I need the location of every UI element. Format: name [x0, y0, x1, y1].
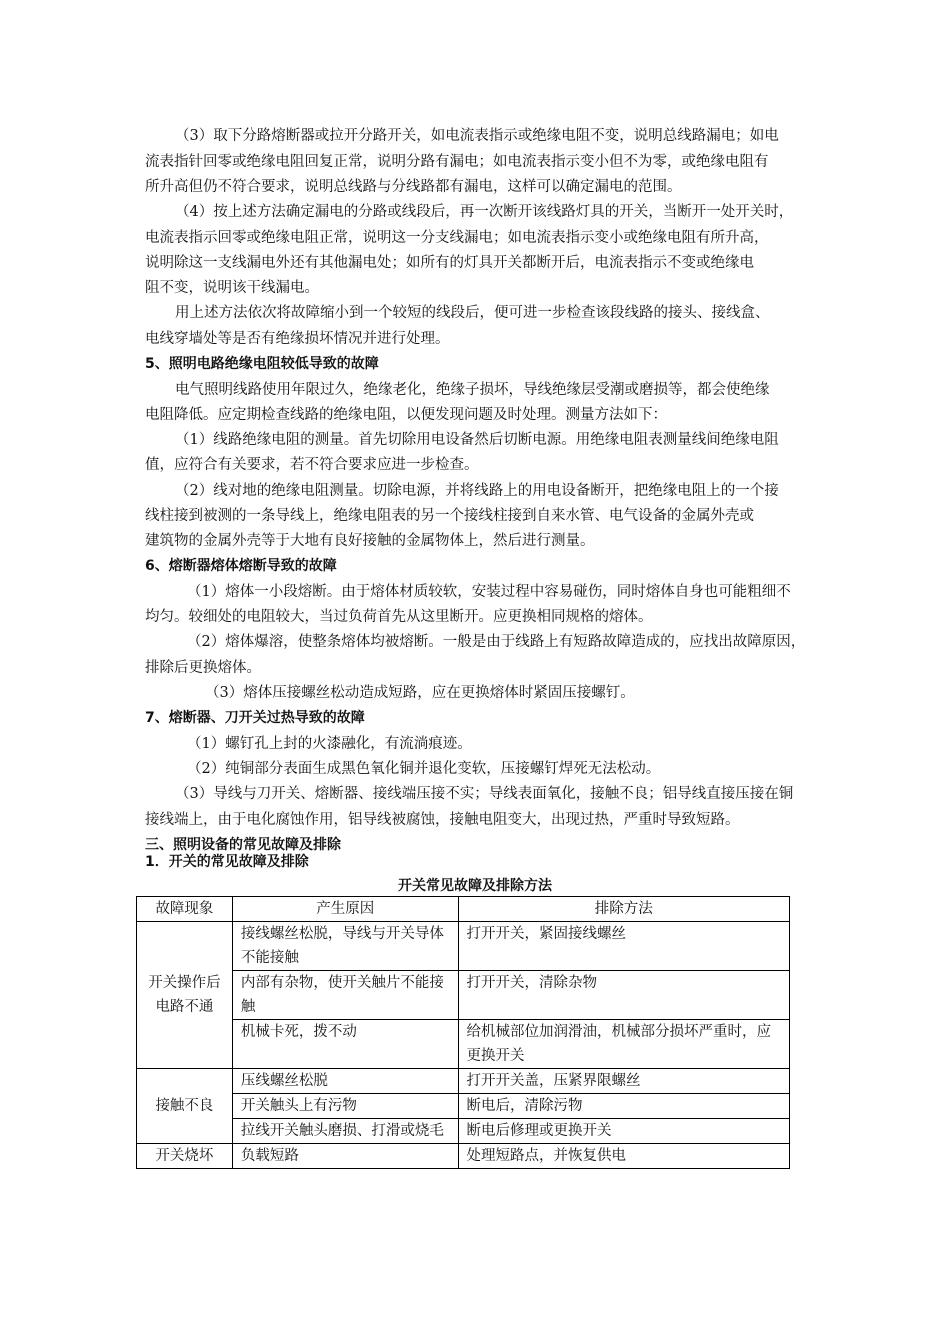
table-row — [137, 1069, 790, 1094]
paragraph-line: 建筑物的金属外壳等于大地有良好接触的金属物体上，然后进行测量。 — [145, 533, 595, 549]
table-row — [137, 1094, 790, 1119]
cause-cell: 开关触头上有污物 — [232, 1094, 458, 1119]
paragraph-line: （2）纯铜部分表面生成黑色氧化铜并退化变软，压接螺钉焊死无法松动。 — [187, 761, 661, 777]
fix-cell: 打开开关盖，压紧界限螺丝 — [458, 1069, 789, 1094]
paragraph-line: 电气照明线路使用年限过久，绝缘老化，绝缘子损坏，导线绝缘层受潮或磨损等，都会使绝缘 — [175, 382, 770, 398]
paragraph-line: 用上述方法依次将故障缩小到一个较短的线段后，便可进一步检查该段线路的接头、接线盒、 — [175, 305, 770, 321]
table-row — [137, 1144, 790, 1169]
paragraph-line: （2）线对地的绝缘电阻测量。切除电源，并将线路上的用电设备断开，把绝缘电阻上的一个接 — [175, 483, 779, 499]
column-header: 故障现象 — [137, 897, 233, 922]
column-header: 产生原因 — [232, 897, 458, 922]
paragraph-line: 说明除这一支线漏电外还有其他漏电处；如所有的灯具开关都断开后，电流表指示不变或绝缘电 — [145, 255, 754, 271]
paragraph-line: 排除后更换熔体。 — [145, 660, 261, 676]
paragraph-line: 接线端上，由于电化腐蚀作用，铝导线被腐蚀，接触电阻变大，出现过热，严重时导致短路。 — [145, 812, 740, 828]
table-header-row — [137, 897, 790, 922]
column-header: 排除方法 — [458, 897, 789, 922]
section-heading-7: 7、熔断器、刀开关过热导致的故障 — [145, 710, 365, 726]
paragraph-line: 所升高但仍不符合要求，说明总线路与分线路都有漏电，这样可以确定漏电的范围。 — [145, 179, 682, 195]
fix-cell: 断电后修理或更换开关 — [458, 1119, 789, 1144]
cause-cell: 接线螺丝松脱，导线与开关导体不能接触 — [232, 922, 458, 971]
cause-cell: 压线螺丝松脱 — [232, 1069, 458, 1094]
table-row — [137, 971, 790, 1020]
paragraph-line: 电阻降低。应定期检查线路的绝缘电阻，以便发现问题及时处理。测量方法如下： — [145, 407, 667, 423]
cause-cell: 内部有杂物，使开关触片不能接触 — [232, 971, 458, 1020]
section-heading-5: 5、照明电路绝缘电阻较低导致的故障 — [145, 356, 379, 372]
fix-cell: 打开开关，清除杂物 — [458, 971, 789, 1020]
table-row — [137, 1020, 790, 1069]
paragraph-line: （3）导线与刀开关、熔断器、接线端压接不实；导线表面氧化，接触不良；铝导线直接压接在铜 — [175, 786, 794, 802]
paragraph-line: （1）线路绝缘电阻的测量。首先切除用电设备然后切断电源。用绝缘电阻表测量线间绝缘电阻 — [175, 432, 779, 448]
table-caption: 开关常见故障及排除方法 — [398, 878, 552, 894]
fault-table — [136, 896, 790, 1169]
paragraph-line: （4）按上述方法确定漏电的分路或线段后，再一次断开该线路灯具的开关，当断开一处开关时， — [175, 204, 794, 220]
paragraph-line: （2）熔体爆溶，使整条熔体均被熔断。一般是由于线路上有短路故障造成的，应找出故障原因， — [187, 634, 806, 650]
fix-cell: 断电后，清除污物 — [458, 1094, 789, 1119]
paragraph-line: 电线穿墙处等是否有绝缘损坏情况并进行处理。 — [145, 331, 450, 347]
cause-cell: 机械卡死，拨不动 — [232, 1020, 458, 1069]
section-heading-6: 6、熔断器熔体熔断导致的故障 — [145, 558, 337, 574]
paragraph-line: 值，应符合有关要求，若不符合要求应进一步检查。 — [145, 457, 479, 473]
chapter-heading: 三、照明设备的常见故障及排除 — [145, 837, 341, 853]
paragraph-line: （1）熔体一小段熔断。由于熔体材质较软，安装过程中容易碰伤，同时熔体自身也可能粗细不 — [187, 584, 791, 600]
phenomenon-cell: 接触不良 — [137, 1069, 233, 1144]
paragraph-line: 流表指针回零或绝缘电阻回复正常，说明分路有漏电；如电流表指示变小但不为零，或绝缘电阻有 — [145, 154, 769, 170]
fix-cell: 处理短路点，并恢复供电 — [458, 1144, 789, 1169]
paragraph-line: （3）取下分路熔断器或拉开分路开关，如电流表指示或绝缘电阻不变，说明总线路漏电；如电 — [175, 128, 779, 144]
cause-cell: 负载短路 — [232, 1144, 458, 1169]
phenomenon-cell: 开关烧坏 — [137, 1144, 233, 1169]
paragraph-line: （3）熔体压接螺丝松动造成短路，应在更换熔体时紧固压接螺钉。 — [205, 685, 635, 701]
paragraph-line: 阻不变，说明该干线漏电。 — [145, 280, 319, 296]
fix-cell: 给机械部位加润滑油，机械部分损坏严重时，应更换开关 — [458, 1020, 789, 1069]
cause-cell: 拉线开关触头磨损、打滑或烧毛 — [232, 1119, 458, 1144]
subsection-heading: 1．开关的常见故障及排除 — [145, 854, 309, 870]
fix-cell: 打开开关，紧固接线螺丝 — [458, 922, 789, 971]
paragraph-line: 线柱接到被测的一条导线上，绝缘电阻表的另一个接线柱接到自来水管、电气设备的金属外壳或 — [145, 508, 754, 524]
paragraph-line: 电流表指示回零或绝缘电阻正常，说明这一分支线漏电；如电流表指示变小或绝缘电阻有所升高， — [145, 230, 769, 246]
paragraph-line: （1）螺钉孔上封的火漆融化，有流淌痕迹。 — [187, 736, 472, 752]
paragraph-line: 均匀。较细处的电阻较大，当过负荷首先从这里断开。应更换相同规格的熔体。 — [145, 609, 653, 625]
table-row — [137, 1119, 790, 1144]
phenomenon-cell: 开关操作后电路不通 — [137, 922, 233, 1069]
table-row — [137, 922, 790, 971]
